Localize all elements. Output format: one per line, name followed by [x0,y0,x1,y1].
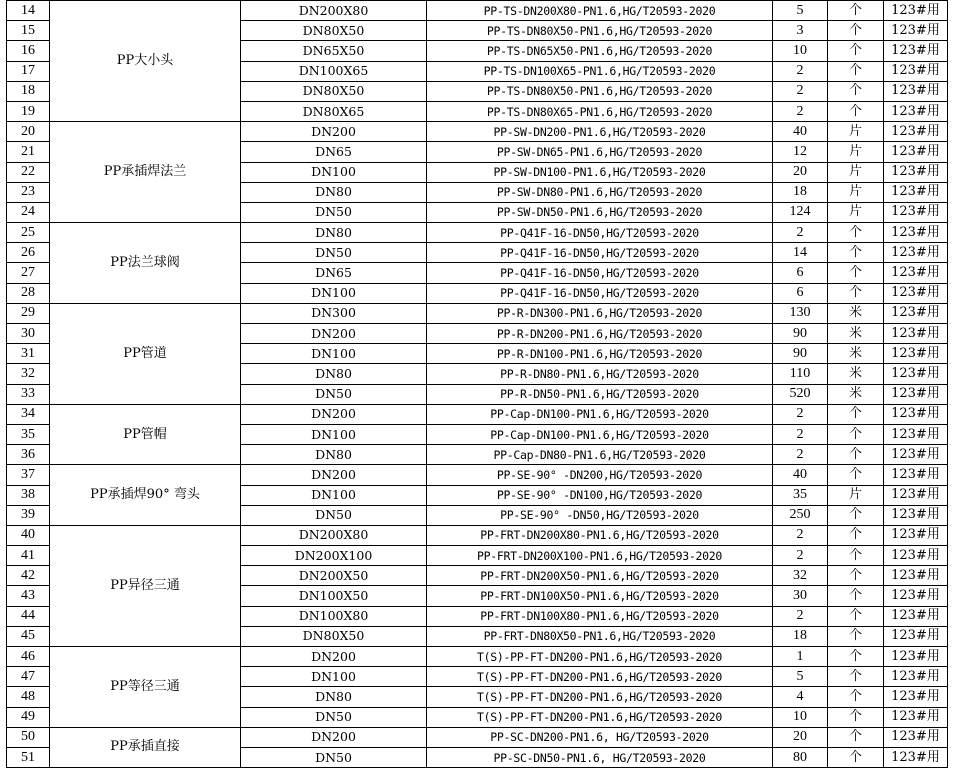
item-spec: DN100 [241,667,427,687]
item-quantity: 18 [773,182,828,202]
item-name: PP承插焊90° 弯头 [50,465,241,526]
item-spec: DN100X80 [241,606,427,626]
item-note: 123#用 [884,505,948,525]
row-number: 31 [7,344,50,364]
item-quantity: 32 [773,566,828,586]
item-note: 123#用 [884,1,948,21]
table-row [7,223,948,243]
item-note: 123#用 [884,81,948,101]
item-note: 123#用 [884,485,948,505]
item-quantity: 5 [773,667,828,687]
item-quantity: 520 [773,384,828,404]
item-standard: PP-Q41F-16-DN50,HG/T20593-2020 [427,243,773,263]
item-name: PP管帽 [50,404,241,465]
item-spec: DN100 [241,283,427,303]
item-unit: 个 [828,404,884,424]
item-quantity: 4 [773,687,828,707]
item-name: PP异径三通 [50,525,241,646]
item-unit: 片 [828,202,884,222]
item-spec: DN80 [241,364,427,384]
item-name: PP大小头 [50,1,241,122]
item-note: 123#用 [884,606,948,626]
row-number: 42 [7,566,50,586]
item-note: 123#用 [884,667,948,687]
item-note: 123#用 [884,223,948,243]
item-note: 123#用 [884,404,948,424]
item-standard: PP-SW-DN100-PN1.6,HG/T20593-2020 [427,162,773,182]
item-spec: DN65 [241,263,427,283]
table-body [7,1,948,768]
item-spec: DN80 [241,445,427,465]
item-unit: 米 [828,364,884,384]
item-note: 123#用 [884,465,948,485]
row-number: 46 [7,647,50,667]
item-unit: 个 [828,1,884,21]
item-unit: 米 [828,324,884,344]
item-unit: 个 [828,546,884,566]
item-unit: 个 [828,223,884,243]
item-quantity: 2 [773,404,828,424]
item-unit: 个 [828,465,884,485]
item-spec: DN80X50 [241,626,427,646]
item-spec: DN300 [241,303,427,323]
item-unit: 个 [828,525,884,545]
item-standard: PP-Cap-DN100-PN1.6,HG/T20593-2020 [427,424,773,444]
item-name: PP管道 [50,303,241,404]
row-number: 41 [7,546,50,566]
item-unit: 个 [828,61,884,81]
row-number: 21 [7,142,50,162]
item-spec: DN80X50 [241,21,427,41]
item-spec: DN50 [241,243,427,263]
item-note: 123#用 [884,202,948,222]
item-quantity: 14 [773,243,828,263]
row-number: 32 [7,364,50,384]
item-unit: 个 [828,707,884,727]
table-row [7,647,948,667]
item-unit: 个 [828,505,884,525]
item-note: 123#用 [884,243,948,263]
item-quantity: 5 [773,1,828,21]
row-number: 48 [7,687,50,707]
row-number: 27 [7,263,50,283]
item-spec: DN200 [241,647,427,667]
table-row [7,404,948,424]
item-unit: 个 [828,445,884,465]
item-standard: PP-TS-DN80X65-PN1.6,HG/T20593-2020 [427,101,773,121]
item-note: 123#用 [884,344,948,364]
item-quantity: 110 [773,364,828,384]
item-unit: 个 [828,566,884,586]
item-spec: DN100 [241,424,427,444]
item-standard: PP-FRT-DN200X80-PN1.6,HG/T20593-2020 [427,525,773,545]
item-quantity: 3 [773,21,828,41]
item-standard: PP-TS-DN80X50-PN1.6,HG/T20593-2020 [427,81,773,101]
item-standard: PP-SW-DN65-PN1.6,HG/T20593-2020 [427,142,773,162]
item-quantity: 12 [773,142,828,162]
table-row [7,303,948,323]
item-spec: DN200X100 [241,546,427,566]
row-number: 15 [7,21,50,41]
item-spec: DN50 [241,384,427,404]
item-standard: PP-Q41F-16-DN50,HG/T20593-2020 [427,223,773,243]
item-quantity: 90 [773,344,828,364]
item-spec: DN65X50 [241,41,427,61]
item-standard: PP-Q41F-16-DN50,HG/T20593-2020 [427,263,773,283]
row-number: 39 [7,505,50,525]
item-note: 123#用 [884,182,948,202]
item-quantity: 18 [773,626,828,646]
item-standard: PP-Cap-DN80-PN1.6,HG/T20593-2020 [427,445,773,465]
item-quantity: 124 [773,202,828,222]
row-number: 47 [7,667,50,687]
item-unit: 个 [828,283,884,303]
item-standard: T(S)-PP-FT-DN200-PN1.6,HG/T20593-2020 [427,667,773,687]
item-note: 123#用 [884,525,948,545]
item-note: 123#用 [884,142,948,162]
item-spec: DN200 [241,404,427,424]
table-row [7,525,948,545]
item-quantity: 90 [773,324,828,344]
item-spec: DN80X65 [241,101,427,121]
item-note: 123#用 [884,747,948,767]
item-unit: 个 [828,81,884,101]
item-quantity: 20 [773,727,828,747]
row-number: 19 [7,101,50,121]
item-standard: PP-R-DN200-PN1.6,HG/T20593-2020 [427,324,773,344]
item-quantity: 30 [773,586,828,606]
item-unit: 片 [828,182,884,202]
material-table [6,0,948,768]
item-quantity: 130 [773,303,828,323]
row-number: 43 [7,586,50,606]
item-spec: DN200 [241,122,427,142]
item-quantity: 35 [773,485,828,505]
item-note: 123#用 [884,61,948,81]
row-number: 16 [7,41,50,61]
row-number: 20 [7,122,50,142]
item-spec: DN50 [241,202,427,222]
item-spec: DN50 [241,747,427,767]
item-standard: PP-R-DN80-PN1.6,HG/T20593-2020 [427,364,773,384]
item-note: 123#用 [884,384,948,404]
item-note: 123#用 [884,546,948,566]
item-note: 123#用 [884,263,948,283]
row-number: 36 [7,445,50,465]
item-note: 123#用 [884,566,948,586]
item-spec: DN80 [241,687,427,707]
item-standard: PP-SC-DN200-PN1.6, HG/T20593-2020 [427,727,773,747]
table-row [7,727,948,747]
item-standard: PP-SW-DN50-PN1.6,HG/T20593-2020 [427,202,773,222]
item-unit: 个 [828,626,884,646]
item-standard: PP-FRT-DN80X50-PN1.6,HG/T20593-2020 [427,626,773,646]
item-quantity: 80 [773,747,828,767]
table-row [7,122,948,142]
item-spec: DN200 [241,324,427,344]
item-note: 123#用 [884,626,948,646]
item-spec: DN200 [241,727,427,747]
item-unit: 个 [828,21,884,41]
item-name: PP承插焊法兰 [50,122,241,223]
item-note: 123#用 [884,303,948,323]
item-quantity: 2 [773,101,828,121]
item-note: 123#用 [884,283,948,303]
item-standard: PP-Cap-DN100-PN1.6,HG/T20593-2020 [427,404,773,424]
item-spec: DN50 [241,505,427,525]
item-note: 123#用 [884,162,948,182]
item-spec: DN200X80 [241,525,427,545]
item-quantity: 250 [773,505,828,525]
item-standard: PP-FRT-DN100X50-PN1.6,HG/T20593-2020 [427,586,773,606]
item-standard: T(S)-PP-FT-DN200-PN1.6,HG/T20593-2020 [427,687,773,707]
item-name: PP等径三通 [50,647,241,728]
row-number: 23 [7,182,50,202]
row-number: 44 [7,606,50,626]
item-note: 123#用 [884,122,948,142]
item-standard: PP-SE-90° -DN200,HG/T20593-2020 [427,465,773,485]
item-spec: DN50 [241,707,427,727]
row-number: 25 [7,223,50,243]
item-note: 123#用 [884,445,948,465]
item-spec: DN65 [241,142,427,162]
item-quantity: 2 [773,61,828,81]
item-unit: 个 [828,263,884,283]
item-note: 123#用 [884,324,948,344]
row-number: 17 [7,61,50,81]
row-number: 28 [7,283,50,303]
item-unit: 个 [828,41,884,61]
row-number: 14 [7,1,50,21]
row-number: 37 [7,465,50,485]
item-spec: DN100 [241,162,427,182]
item-standard: PP-SE-90° -DN100,HG/T20593-2020 [427,485,773,505]
item-standard: PP-R-DN300-PN1.6,HG/T20593-2020 [427,303,773,323]
item-unit: 米 [828,344,884,364]
item-unit: 个 [828,667,884,687]
row-number: 45 [7,626,50,646]
item-standard: PP-TS-DN200X80-PN1.6,HG/T20593-2020 [427,1,773,21]
item-quantity: 2 [773,525,828,545]
row-number: 50 [7,727,50,747]
row-number: 35 [7,424,50,444]
row-number: 26 [7,243,50,263]
table-row [7,465,948,485]
item-note: 123#用 [884,101,948,121]
item-unit: 个 [828,647,884,667]
item-standard: PP-Q41F-16-DN50,HG/T20593-2020 [427,283,773,303]
item-quantity: 1 [773,647,828,667]
row-number: 51 [7,747,50,767]
item-name: PP法兰球阀 [50,223,241,304]
item-quantity: 2 [773,424,828,444]
item-note: 123#用 [884,41,948,61]
row-number: 18 [7,81,50,101]
item-quantity: 2 [773,223,828,243]
item-unit: 片 [828,162,884,182]
row-number: 30 [7,324,50,344]
item-standard: PP-TS-DN65X50-PN1.6,HG/T20593-2020 [427,41,773,61]
item-standard: PP-FRT-DN200X50-PN1.6,HG/T20593-2020 [427,566,773,586]
item-note: 123#用 [884,707,948,727]
item-quantity: 40 [773,122,828,142]
item-unit: 米 [828,303,884,323]
item-unit: 个 [828,101,884,121]
item-note: 123#用 [884,586,948,606]
item-spec: DN80 [241,182,427,202]
item-note: 123#用 [884,687,948,707]
item-standard: PP-R-DN100-PN1.6,HG/T20593-2020 [427,344,773,364]
item-standard: PP-SC-DN50-PN1.6, HG/T20593-2020 [427,747,773,767]
item-quantity: 6 [773,283,828,303]
item-spec: DN100 [241,485,427,505]
item-standard: PP-SE-90° -DN50,HG/T20593-2020 [427,505,773,525]
item-note: 123#用 [884,647,948,667]
item-quantity: 2 [773,81,828,101]
item-spec: DN200X80 [241,1,427,21]
item-quantity: 2 [773,606,828,626]
row-number: 40 [7,525,50,545]
item-spec: DN200X50 [241,566,427,586]
row-number: 24 [7,202,50,222]
item-note: 123#用 [884,727,948,747]
item-quantity: 10 [773,707,828,727]
item-note: 123#用 [884,21,948,41]
item-standard: PP-SW-DN80-PN1.6,HG/T20593-2020 [427,182,773,202]
item-unit: 个 [828,687,884,707]
item-name: PP承插直接 [50,727,241,767]
item-standard: PP-TS-DN100X65-PN1.6,HG/T20593-2020 [427,61,773,81]
item-unit: 米 [828,384,884,404]
item-unit: 片 [828,485,884,505]
item-standard: PP-SW-DN200-PN1.6,HG/T20593-2020 [427,122,773,142]
item-unit: 个 [828,727,884,747]
item-unit: 个 [828,243,884,263]
item-unit: 片 [828,122,884,142]
item-quantity: 20 [773,162,828,182]
item-standard: T(S)-PP-FT-DN200-PN1.6,HG/T20593-2020 [427,647,773,667]
row-number: 33 [7,384,50,404]
item-spec: DN200 [241,465,427,485]
item-quantity: 2 [773,546,828,566]
row-number: 38 [7,485,50,505]
item-spec: DN100X50 [241,586,427,606]
item-unit: 个 [828,586,884,606]
item-unit: 个 [828,747,884,767]
item-quantity: 2 [773,445,828,465]
row-number: 29 [7,303,50,323]
row-number: 22 [7,162,50,182]
item-quantity: 10 [773,41,828,61]
item-standard: T(S)-PP-FT-DN200-PN1.6,HG/T20593-2020 [427,707,773,727]
item-standard: PP-R-DN50-PN1.6,HG/T20593-2020 [427,384,773,404]
item-spec: DN100X65 [241,61,427,81]
item-note: 123#用 [884,364,948,384]
item-standard: PP-TS-DN80X50-PN1.6,HG/T20593-2020 [427,21,773,41]
item-spec: DN100 [241,344,427,364]
item-unit: 片 [828,142,884,162]
item-quantity: 6 [773,263,828,283]
item-spec: DN80X50 [241,81,427,101]
row-number: 34 [7,404,50,424]
table-row [7,1,948,21]
item-spec: DN80 [241,223,427,243]
row-number: 49 [7,707,50,727]
item-standard: PP-FRT-DN200X100-PN1.6,HG/T20593-2020 [427,546,773,566]
item-quantity: 40 [773,465,828,485]
item-unit: 个 [828,424,884,444]
item-note: 123#用 [884,424,948,444]
item-unit: 个 [828,606,884,626]
item-standard: PP-FRT-DN100X80-PN1.6,HG/T20593-2020 [427,606,773,626]
